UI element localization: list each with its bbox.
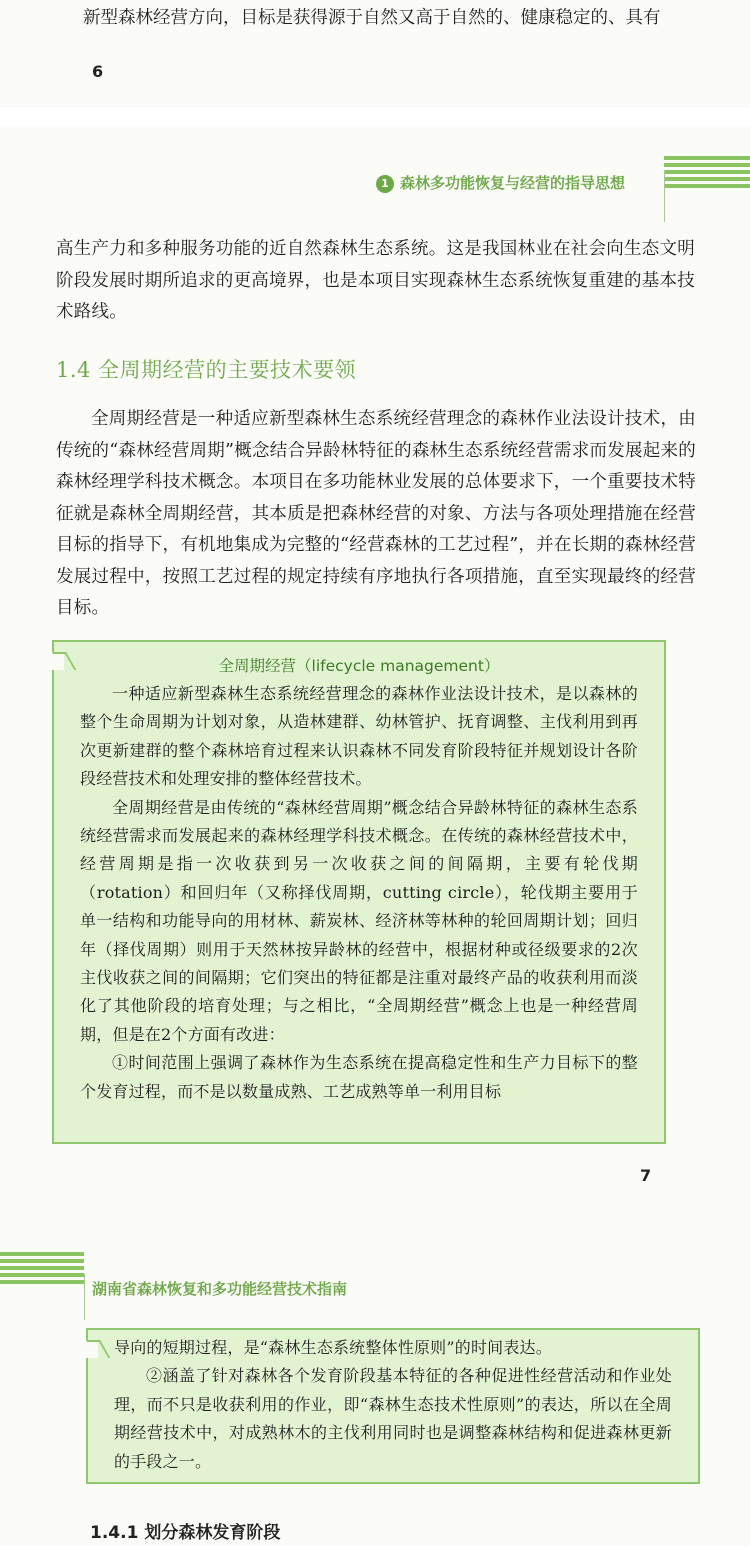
running-header [92, 1278, 347, 1299]
page-8-fragment [0, 1222, 750, 1546]
page-number: 6 [92, 62, 104, 81]
header-stripes [0, 1252, 84, 1287]
box-tab-notch [52, 652, 64, 670]
paragraph: 高生产力和多种服务功能的近自然森林生态系统。这是我国林业在社会向生态文明阶段发展时期所追求的更高境界，也是本项目实现森林生态系统恢复重建的基本技术路线。 [56, 239, 695, 322]
header-rule [664, 170, 665, 222]
page-6-fragment [0, 0, 750, 108]
box-paragraph: 一种适应新型森林生态系统经营理念的森林作业法设计技术，是以森林的整个生命周期为计划对象，从造林建群、幼林管护、抚育调整、主伐利用到再次更新建群的整个森林培育过程来认识森林不同发育阶段特征并规划设计各阶段经营技术和处理安排的整体经营技术。 [80, 684, 638, 789]
running-header-title: 森林多功能恢复与经营的指导思想 [400, 174, 626, 192]
header-stripes [664, 156, 750, 191]
body-text-line: 新型森林经营方向，目标是获得源于自然又高于自然的、健康稳定的、具有 [83, 8, 661, 28]
box-paragraph: ②涵盖了针对森林各个发育阶段基本特征的各种促进性经营活动和作业处理，而不只是收获利用的作业，即“森林生态技术性原则”的表达，所以在全周期经营技术中，对成熟林木的主伐利用同时也是调整森林结构和促进森林更新的手段之一。 [114, 1366, 672, 1471]
chapter-number-badge: 1 [376, 175, 394, 193]
box-paragraph: ①时间范围上强调了森林作为生态系统在提高稳定性和生产力目标下的整个发育过程，而不是以数量成熟、工艺成熟等单一利用目标 [80, 1053, 638, 1101]
running-header-title: 湖南省森林恢复和多功能经营技术指南 [92, 1280, 348, 1298]
subsection-title: 1.4.1 划分森林发育阶段 [90, 1523, 281, 1543]
section-title: 1.4 全周期经营的主要技术要领 [56, 358, 357, 382]
box-paragraph: 导向的短期过程，是“森林生态系统整体性原则”的时间表达。 [114, 1338, 552, 1357]
header-rule [84, 1274, 85, 1320]
box-title: 全周期经营（lifecycle management） [218, 657, 500, 675]
box-paragraph: 全周期经营是由传统的“森林经营周期”概念结合异龄林特征的森林生态系统经营需求而发展起来的森林经理学科技术概念。在传统的森林经营技术中，经营周期是指一次收获到另一次收获之间的间隔期，主要有轮伐期（rotation）和回归年（又称择伐周期，cutting circle），轮伐期主要用于单一结构和功能导向的用材林、薪炭林、经济林等林种的轮回周期计划；回归年（择伐周期）则用于天然林按异龄林的经营中，根据材种或径级要求的2次主伐收获之间的间隔期；它们突出的特征都是注重对最终产品的收获利用而淡化了其他阶段的培育处理；与之相比，“全周期经营”概念上也是一种经营周期，但是在2个方面有改进： [80, 797, 638, 1044]
page-number: 7 [640, 1166, 652, 1185]
definition-box [52, 640, 666, 1144]
running-header [376, 172, 625, 193]
paragraph: 全周期经营是一种适应新型森林生态系统经营理念的森林作业法设计技术，由传统的“森林经营周期”概念结合异龄林特征的森林生态系统经营需求而发展起来的森林经理学科技术概念。本项目在多功能林业发展的总体要求下，一个重要技术特征就是森林全周期经营，其本质是把森林经营的对象、方法与各项处理措施在经营目标的指导下，有机地集成为完整的“经营森林的工艺过程”，并在长期的森林经营发展过程中，按照工艺过程的规定持续有序地执行各项措施，直至实现最终的经营目标。 [56, 409, 696, 618]
box-tab-notch [86, 1340, 98, 1358]
definition-box-continued [86, 1328, 700, 1484]
page-7 [0, 126, 750, 1224]
